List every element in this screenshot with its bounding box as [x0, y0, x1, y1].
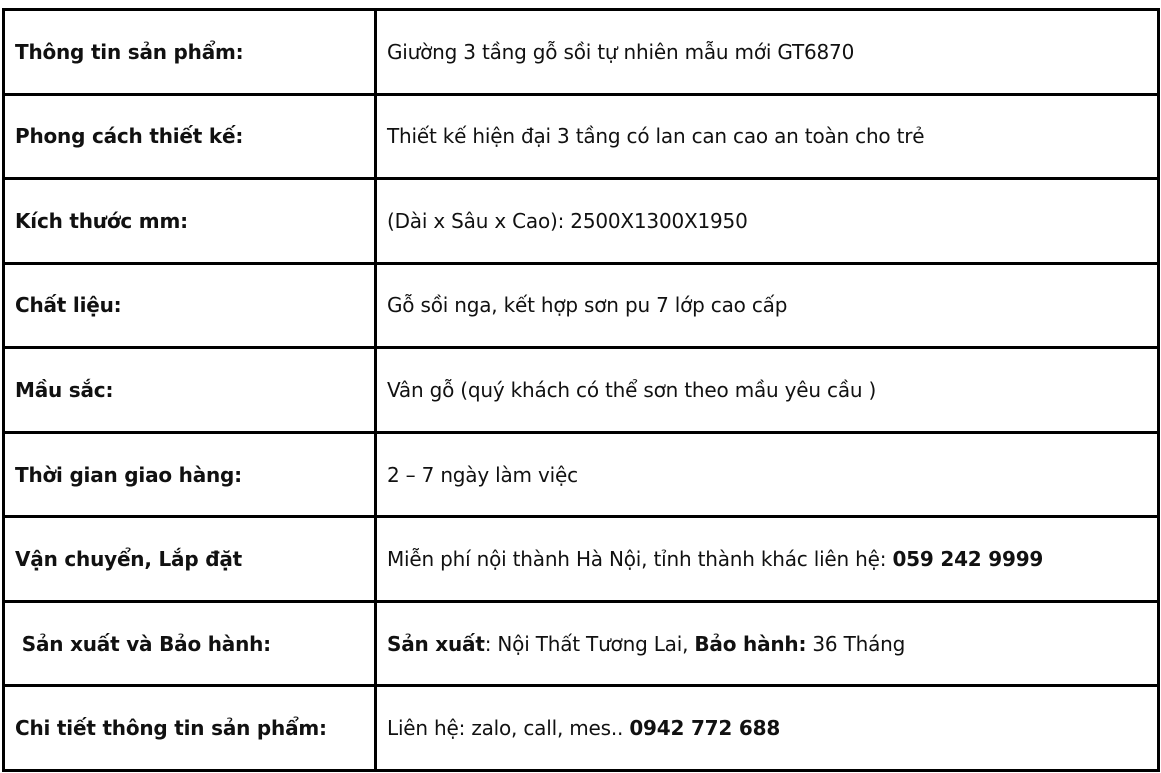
- row-value: [376, 348, 1159, 433]
- row-label: Thời gian giao hàng:: [4, 432, 376, 517]
- row-value: [376, 686, 1159, 771]
- product-spec-table: [2, 8, 1160, 772]
- row-label: Chi tiết thông tin sản phẩm:: [4, 686, 376, 771]
- value-text: Thiết kế hiện đại 3 tầng có lan can cao an toàn cho trẻ: [387, 124, 925, 149]
- value-text: Gỗ sồi nga, kết hợp sơn pu 7 lớp cao cấp: [387, 293, 788, 318]
- value-text: (Dài x Sâu x Cao): 2500X1300X1950: [387, 208, 748, 233]
- value-text: Miễn phí nội thành Hà Nội, tỉnh thành khác liên hệ:: [387, 547, 893, 572]
- manufacturer-label: Sản xuất: [387, 631, 485, 656]
- table-row: [4, 601, 1159, 686]
- row-value: [376, 601, 1159, 686]
- row-label: Mầu sắc:: [4, 348, 376, 433]
- row-label: Thông tin sản phẩm:: [4, 10, 376, 95]
- row-value: [376, 10, 1159, 95]
- value-text: 2 – 7 ngày làm việc: [387, 462, 578, 487]
- row-label: Chất liệu:: [4, 263, 376, 348]
- table-row: [4, 263, 1159, 348]
- row-value: [376, 432, 1159, 517]
- value-text: Giường 3 tầng gỗ sồi tự nhiên mẫu mới GT6870: [387, 39, 855, 64]
- value-text: Vân gỗ (quý khách có thể sơn theo mầu yêu cầu ): [387, 377, 877, 402]
- contact-phone: 0942 772 688: [629, 716, 781, 741]
- table-row: [4, 686, 1159, 771]
- value-text: Liên hệ: zalo, call, mes..: [387, 716, 630, 741]
- table-row: [4, 179, 1159, 264]
- table-row: [4, 10, 1159, 95]
- row-label: Sản xuất và Bảo hành:: [4, 601, 376, 686]
- row-value: [376, 517, 1159, 602]
- warranty-value: 36 Tháng: [806, 631, 906, 656]
- row-label: Phong cách thiết kế:: [4, 94, 376, 179]
- shipping-phone: 059 242 9999: [892, 547, 1044, 572]
- table-row: [4, 517, 1159, 602]
- row-value: [376, 179, 1159, 264]
- row-value: [376, 94, 1159, 179]
- row-label: Vận chuyển, Lắp đặt: [4, 517, 376, 602]
- row-value: [376, 263, 1159, 348]
- row-label: Kích thước mm:: [4, 179, 376, 264]
- table-row: [4, 432, 1159, 517]
- table-row: [4, 348, 1159, 433]
- table-row: [4, 94, 1159, 179]
- warranty-label: Bảo hành:: [694, 631, 807, 656]
- value-text: : Nội Thất Tương Lai,: [484, 631, 695, 656]
